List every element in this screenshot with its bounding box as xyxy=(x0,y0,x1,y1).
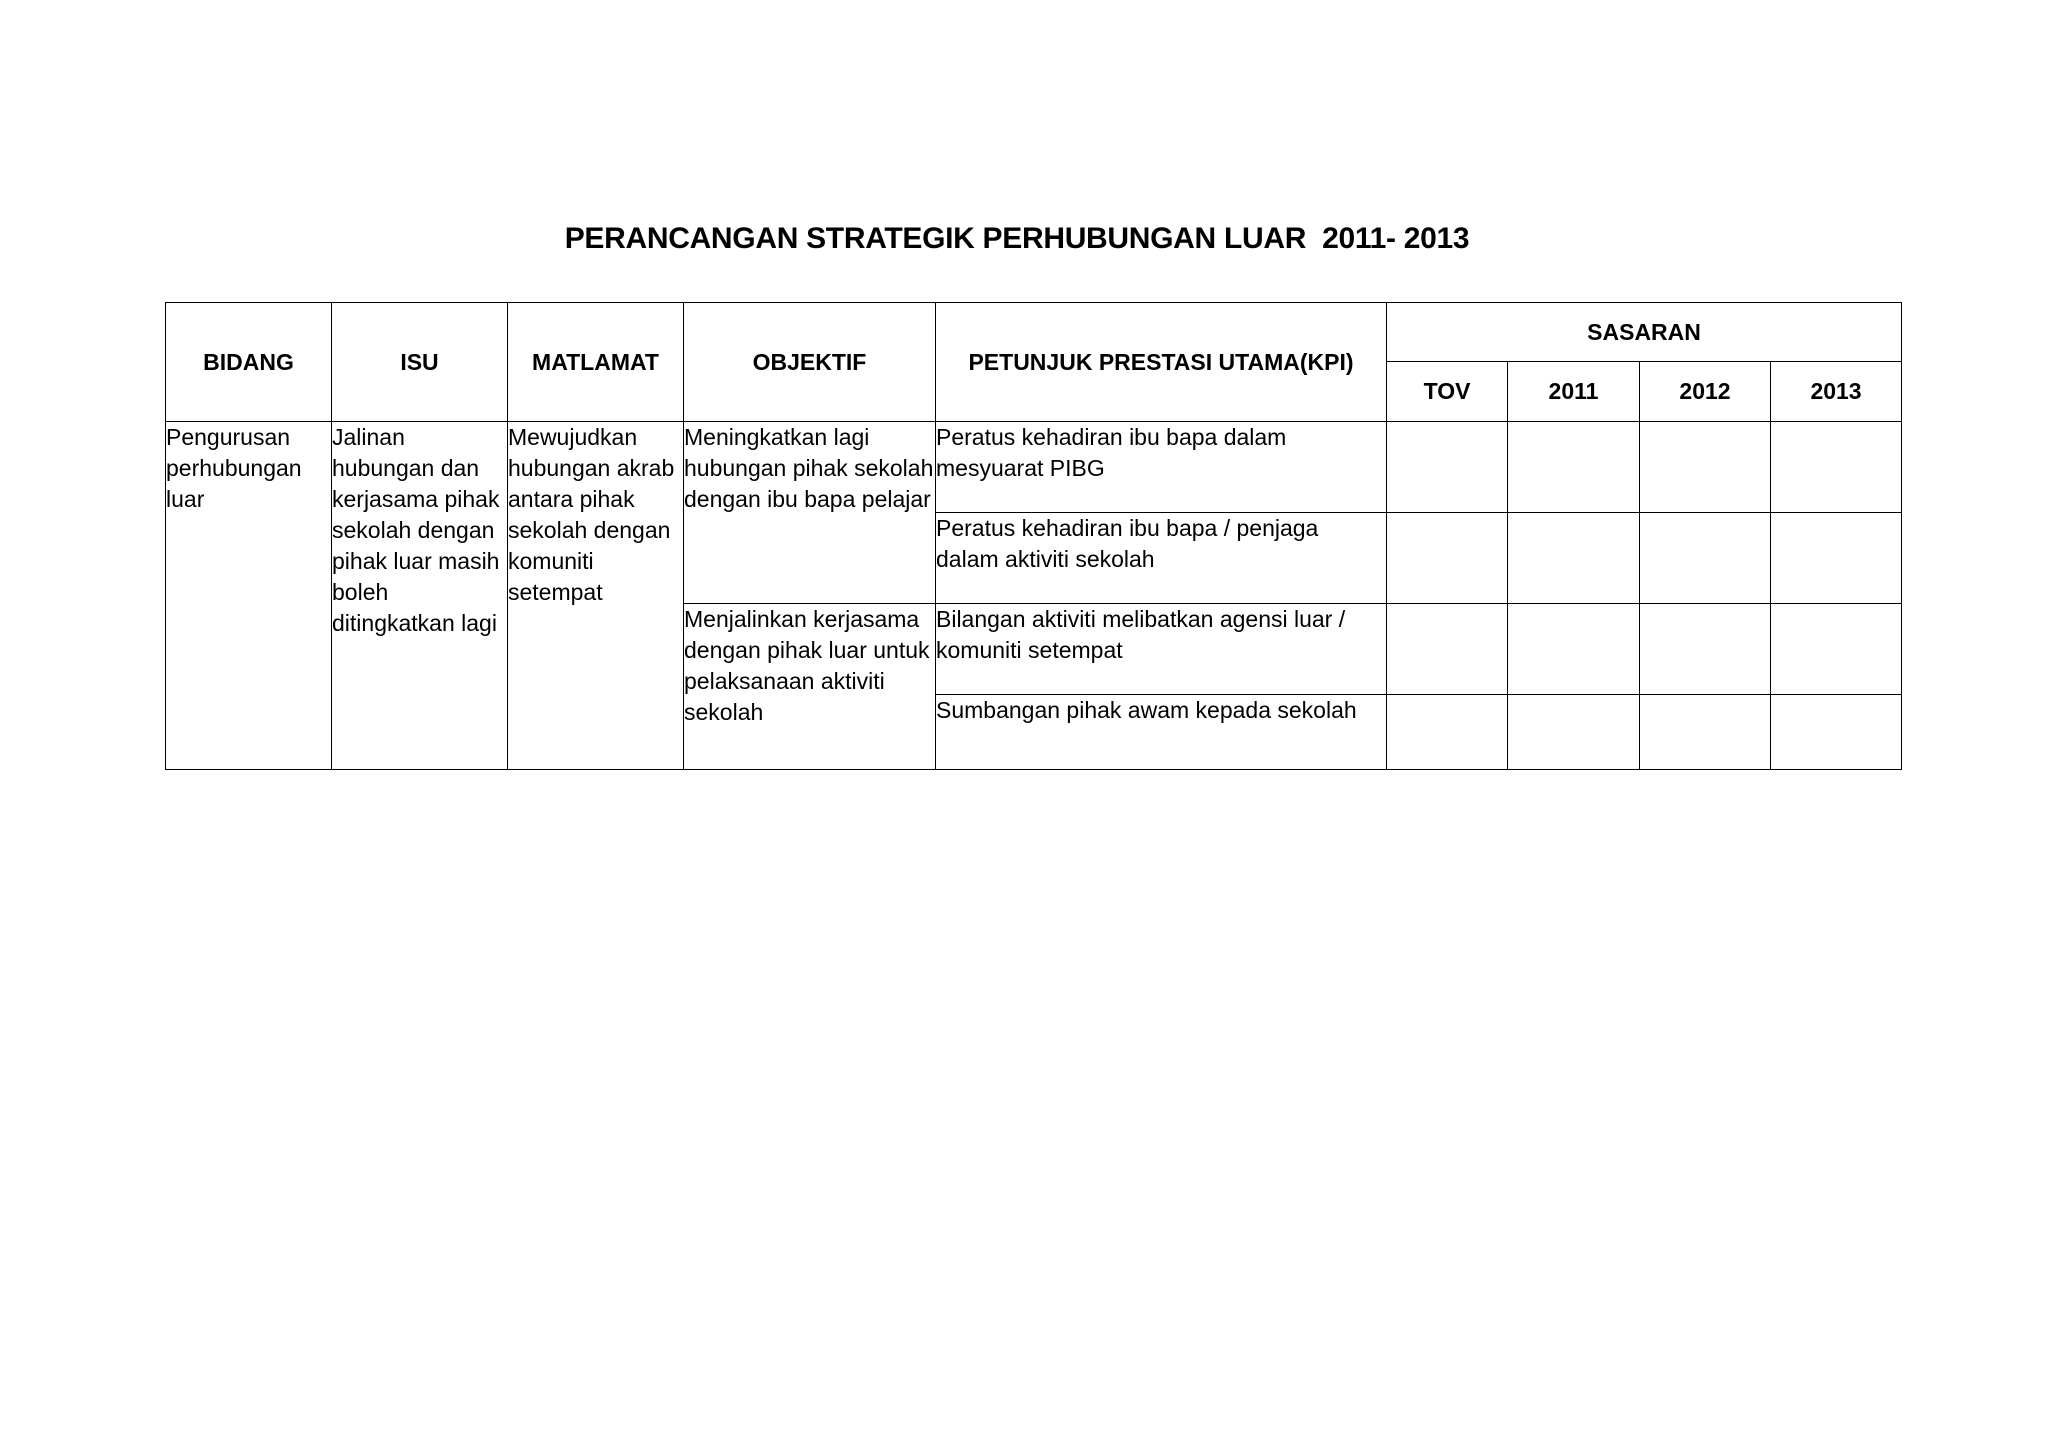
target-2012-cell xyxy=(1640,604,1771,695)
header-matlamat: MATLAMAT xyxy=(508,303,684,422)
document-title: PERANCANGAN STRATEGIK PERHUBUNGAN LUAR 2011- 2013 xyxy=(564,222,1470,255)
target-2013-cell xyxy=(1771,513,1902,604)
target-2011-cell xyxy=(1508,604,1640,695)
kpi-cell: Sumbangan pihak awam kepada sekolah xyxy=(936,695,1387,770)
header-isu: ISU xyxy=(332,303,508,422)
target-2013-cell xyxy=(1771,604,1902,695)
target-2011-cell xyxy=(1508,513,1640,604)
header-row xyxy=(166,303,1902,362)
objektif-cell: Menjalinkan kerjasama dengan pihak luar untuk pelaksanaan aktiviti sekolah xyxy=(684,604,936,770)
objektif-cell: Meningkatkan lagi hubungan pihak sekolah dengan ibu bapa pelajar xyxy=(684,422,936,604)
target-2013-cell xyxy=(1771,695,1902,770)
kpi-cell: Peratus kehadiran ibu bapa / penjaga dalam aktiviti sekolah xyxy=(936,513,1387,604)
matlamat-cell: Mewujudkan hubungan akrab antara pihak sekolah dengan komuniti setempat xyxy=(508,422,684,770)
target-tov-cell xyxy=(1387,604,1508,695)
kpi-cell: Bilangan aktiviti melibatkan agensi luar / komuniti setempat xyxy=(936,604,1387,695)
isu-cell: Jalinan hubungan dan kerjasama pihak sekolah dengan pihak luar masih boleh ditingkatkan lagi xyxy=(332,422,508,770)
target-2012-cell xyxy=(1640,513,1771,604)
target-tov-cell xyxy=(1387,695,1508,770)
kpi-cell: Peratus kehadiran ibu bapa dalam mesyuarat PIBG xyxy=(936,422,1387,513)
target-2012-cell xyxy=(1640,422,1771,513)
header-objektif: OBJEKTIF xyxy=(684,303,936,422)
header-2012: 2012 xyxy=(1640,362,1771,422)
target-2013-cell xyxy=(1771,422,1902,513)
header-bidang: BIDANG xyxy=(166,303,332,422)
target-tov-cell xyxy=(1387,513,1508,604)
header-tov: TOV xyxy=(1387,362,1508,422)
bidang-cell: Pengurusan perhubungan luar xyxy=(166,422,332,770)
target-2011-cell xyxy=(1508,695,1640,770)
target-2012-cell xyxy=(1640,695,1771,770)
target-2011-cell xyxy=(1508,422,1640,513)
strategic-plan-table xyxy=(165,302,1902,770)
header-kpi: PETUNJUK PRESTASI UTAMA(KPI) xyxy=(936,303,1387,422)
header-2013: 2013 xyxy=(1771,362,1902,422)
target-tov-cell xyxy=(1387,422,1508,513)
header-sasaran: SASARAN xyxy=(1387,303,1902,362)
table-row xyxy=(166,422,1902,513)
header-2011: 2011 xyxy=(1508,362,1640,422)
